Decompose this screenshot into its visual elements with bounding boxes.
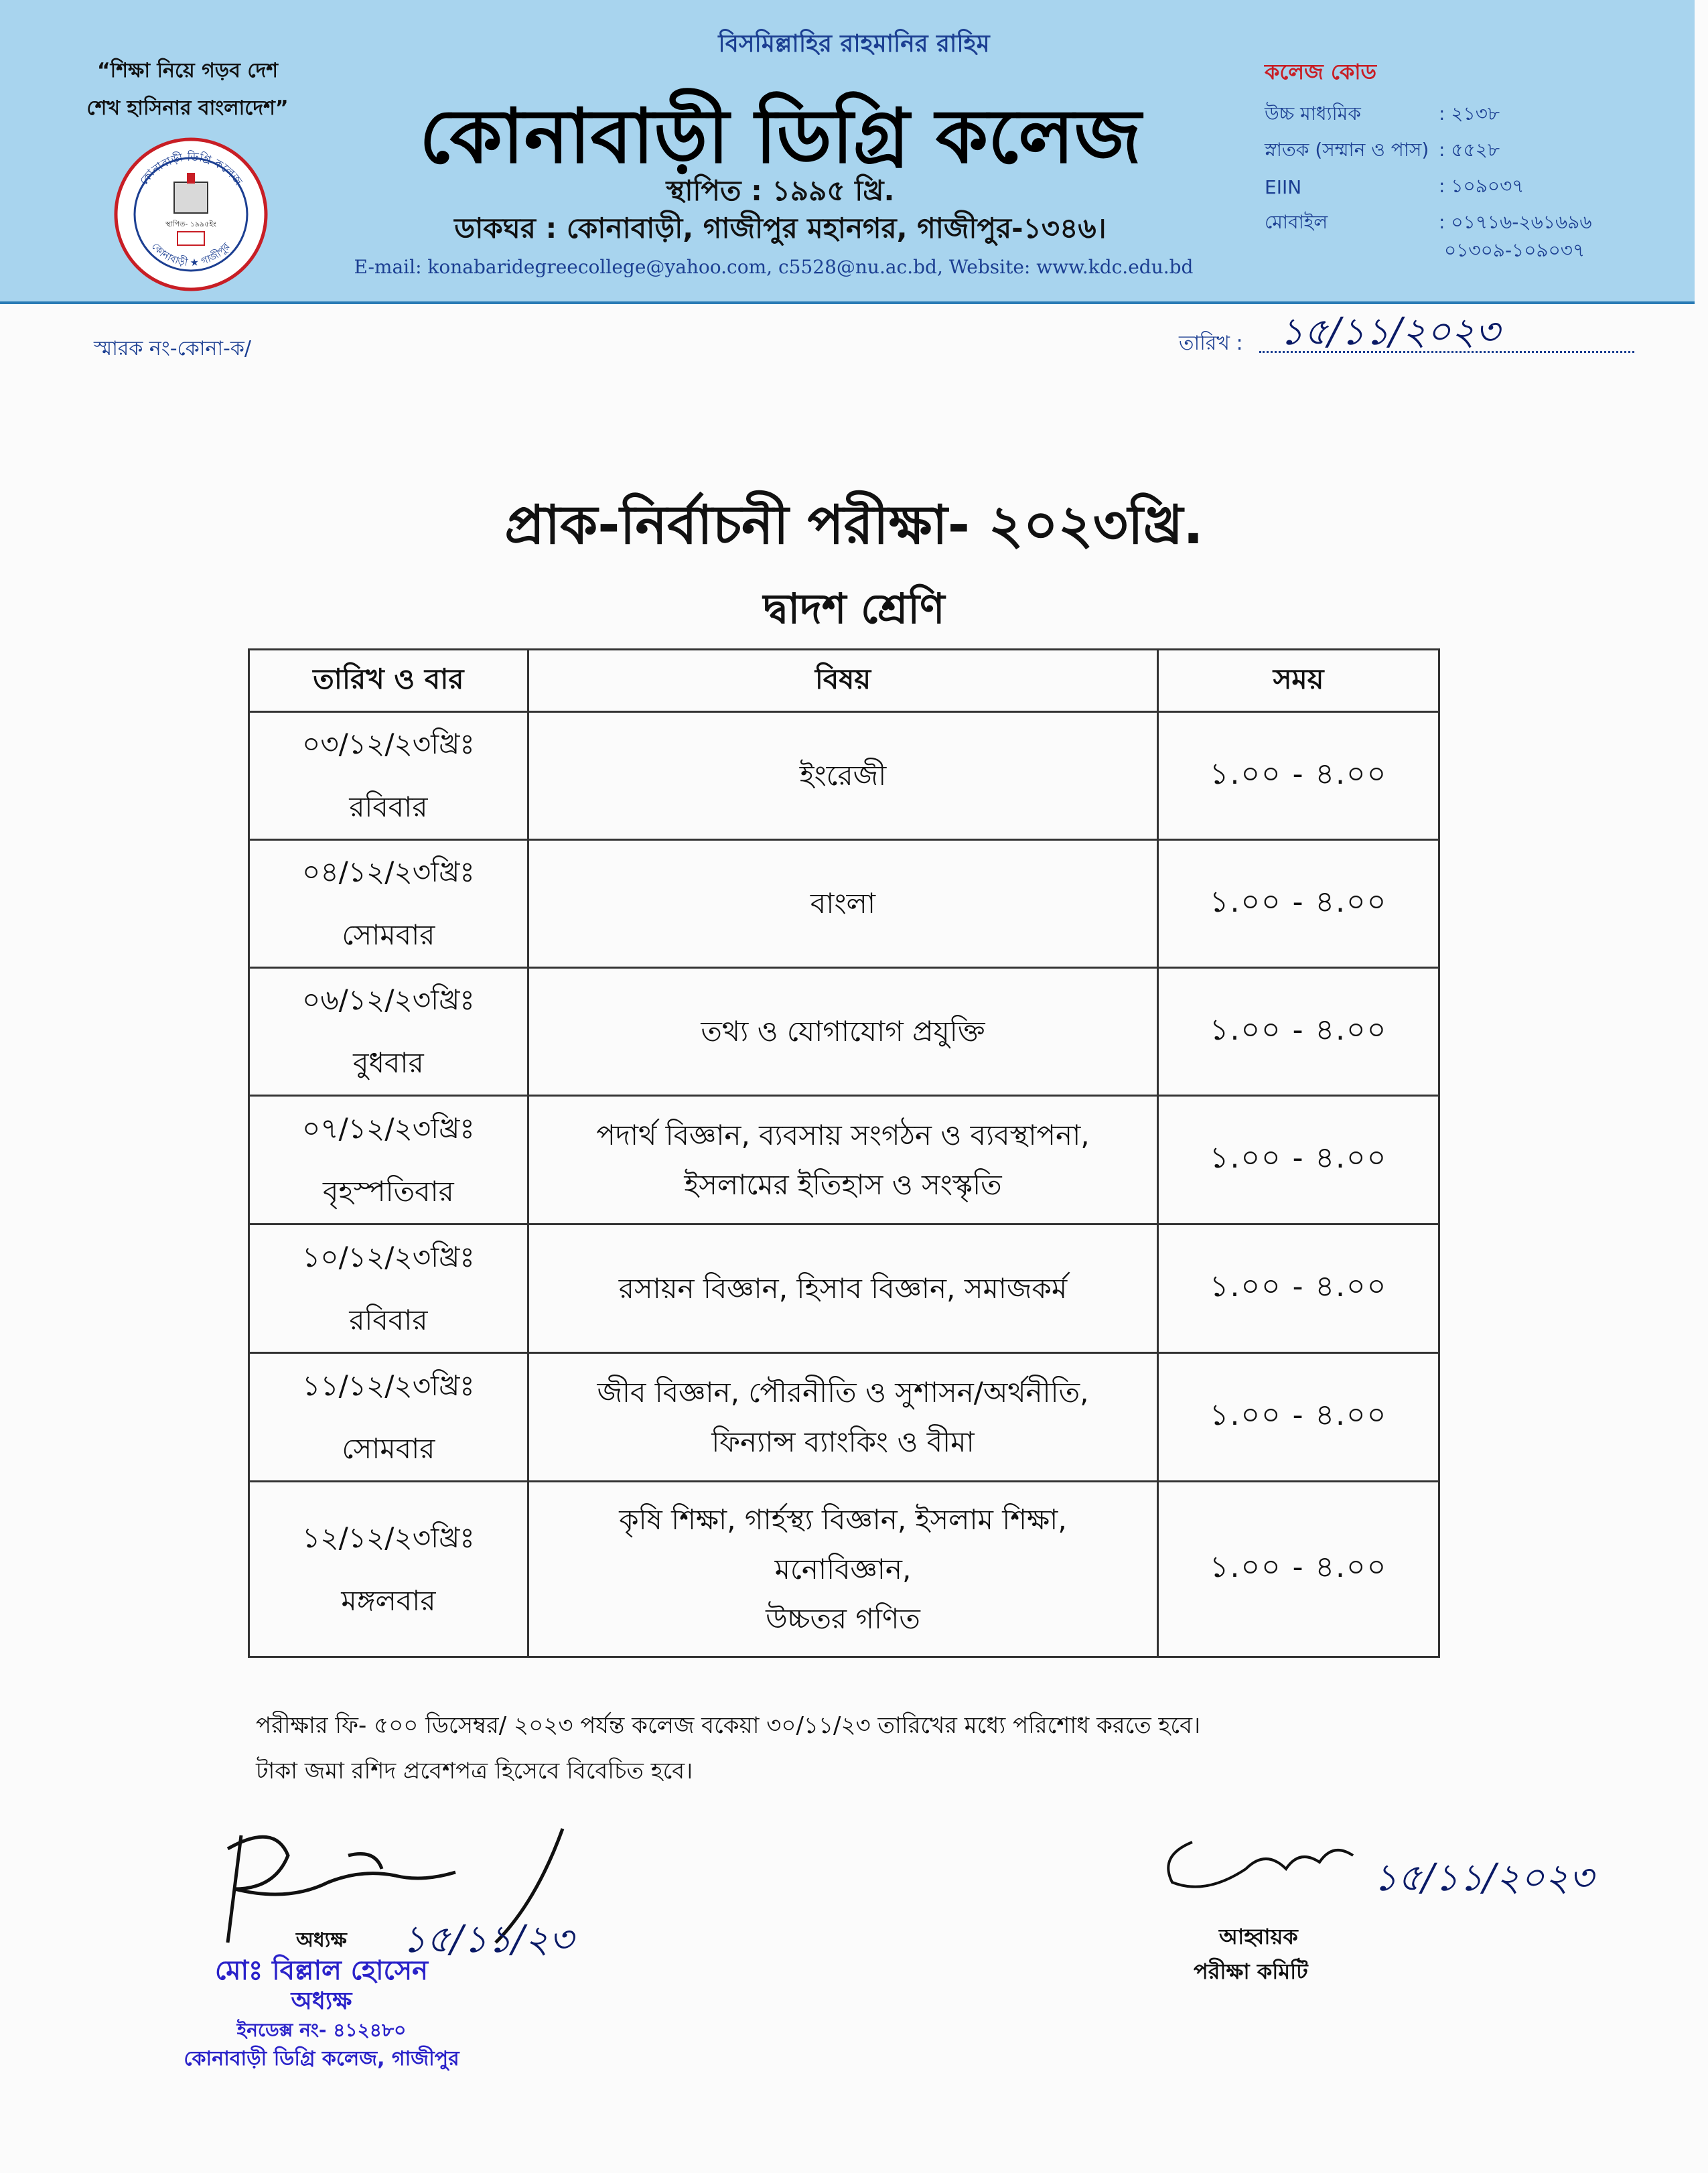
table-row bbox=[249, 968, 1439, 1096]
subject-cell bbox=[528, 712, 1157, 840]
date-cell bbox=[249, 1096, 528, 1224]
date-cell bbox=[249, 712, 528, 840]
convener-committee: পরীক্ষা কমিটি bbox=[1194, 1959, 1308, 1984]
table-row bbox=[249, 1224, 1439, 1353]
subject-line: রসায়ন বিজ্ঞান, হিসাব বিজ্ঞান, সমাজকর্ম bbox=[618, 1271, 1068, 1305]
subject-cell bbox=[528, 1096, 1157, 1224]
slogan-line-2: শেখ হাসিনার বাংলাদেশ” bbox=[86, 96, 289, 120]
convener-signature-icon bbox=[1152, 1822, 1366, 1909]
subject-cell bbox=[528, 1353, 1157, 1482]
subject-cell bbox=[528, 968, 1157, 1096]
subject-line: ফিন্যান্স ব্যাংকিং ও বীমা bbox=[711, 1425, 975, 1458]
subject-line: উচ্চতর গণিত bbox=[766, 1602, 920, 1635]
date: ১১/১২/২৩খ্রিঃ bbox=[302, 1369, 475, 1402]
day: রবিবার bbox=[349, 790, 428, 823]
convener-role: আহ্বায়ক bbox=[1219, 1924, 1298, 1949]
header-time: সময় bbox=[1158, 650, 1439, 712]
table-row bbox=[249, 1096, 1439, 1224]
day: সোমবার bbox=[342, 918, 435, 951]
principal-sign-date: ১৫/১১/২৩ bbox=[402, 1918, 573, 1961]
note-line-1: পরীক্ষার ফি- ৫০০ ডিসেম্বর/ ২০২৩ পর্যন্ত কলেজ বকেয়া ৩০/১১/২৩ তারিখের মধ্যে পরিশোধ করতে হবে। bbox=[256, 1712, 1201, 1739]
letterhead bbox=[0, 0, 1695, 304]
day: রবিবার bbox=[349, 1303, 428, 1336]
date-cell bbox=[249, 1224, 528, 1353]
contact-info: E-mail: konabaridegreecollege@yahoo.com, c5528@nu.ac.bd, Website: www.kdc.edu.bd bbox=[354, 256, 1194, 278]
logo-text-bottom: কোনাবাড়ী ★ গাজীপুর bbox=[149, 240, 232, 269]
table-row bbox=[249, 1482, 1439, 1657]
day: সোমবার bbox=[342, 1431, 435, 1465]
code-value: : ৫৫২৮ bbox=[1439, 138, 1500, 161]
code-value: : ০১৭১৬-২৬১৬৯৬ bbox=[1439, 210, 1592, 233]
table-row bbox=[249, 1353, 1439, 1482]
stamp-college: কোনাবাড়ী ডিগ্রি কলেজ, গাজীপুর bbox=[184, 2047, 459, 2071]
time-cell: ১.০০ - ৪.০০ bbox=[1158, 840, 1439, 968]
subject-line: জীব বিজ্ঞান, পৌরনীতি ও সুশাসন/অর্থনীতি, bbox=[597, 1375, 1089, 1409]
table-row bbox=[249, 840, 1439, 968]
date: ০৪/১২/২৩খ্রিঃ bbox=[302, 855, 475, 888]
code-label: EIIN bbox=[1265, 176, 1302, 198]
established: স্থাপিত : ১৯৯৫ খ্রি. bbox=[666, 174, 895, 207]
codes-title: কলেজ কোড bbox=[1265, 59, 1377, 84]
code-row bbox=[1265, 96, 1640, 133]
logo-est: স্থাপিত- ১৯৯৫ইং bbox=[165, 220, 216, 228]
college-logo-icon bbox=[111, 134, 271, 295]
college-name: কোনাবাড়ী ডিগ্রি কলেজ bbox=[419, 93, 1141, 180]
principal-role: অধ্যক্ষ bbox=[296, 1929, 347, 1952]
exam-schedule-table bbox=[248, 648, 1440, 1658]
code-row bbox=[1265, 169, 1640, 205]
subject-line: মনোবিজ্ঞান, bbox=[774, 1552, 912, 1586]
date-cell bbox=[249, 1482, 528, 1657]
table-header-row bbox=[249, 650, 1439, 712]
time-cell: ১.০০ - ৪.০০ bbox=[1158, 1353, 1439, 1482]
stamp-role: অধ্যক্ষ bbox=[291, 1987, 352, 2015]
date: ১০/১২/২৩খ্রিঃ bbox=[302, 1240, 475, 1273]
header-date-day: তারিখ ও বার bbox=[249, 650, 528, 712]
time-cell: ১.০০ - ৪.০০ bbox=[1158, 1096, 1439, 1224]
stamp-name: মোঃ বিল্লাল হোসেন bbox=[215, 1955, 428, 1986]
code-label: উচ্চ মাধ্যমিক bbox=[1265, 102, 1361, 125]
day: মঙ্গলবার bbox=[341, 1584, 436, 1617]
fee-note bbox=[256, 1703, 1462, 1794]
subject-line: ইসলামের ইতিহাস ও সংস্কৃতি bbox=[684, 1168, 1002, 1201]
mobile-2: ০১৩০৯-১০৯০৩৭ bbox=[1444, 239, 1585, 261]
code-value: : ২১৩৮ bbox=[1439, 102, 1500, 125]
exam-title: প্রাক-নির্বাচনী পরীক্ষা- ২০২৩খ্রি. bbox=[504, 494, 1204, 556]
day: বুধবার bbox=[353, 1046, 424, 1079]
memo-number: স্মারক নং-কোনা-ক/ bbox=[94, 337, 251, 360]
date: ০৩/১২/২৩খ্রিঃ bbox=[302, 727, 475, 760]
date: ০৬/১২/২৩খ্রিঃ bbox=[302, 983, 475, 1016]
time-cell: ১.০০ - ৪.০০ bbox=[1158, 712, 1439, 840]
date-cell bbox=[249, 1353, 528, 1482]
subject-line: তথ্য ও যোগাযোগ প্রযুক্তি bbox=[701, 1015, 985, 1048]
day: বৃহস্পতিবার bbox=[322, 1174, 454, 1208]
subject-cell bbox=[528, 840, 1157, 968]
stamp-index: ইনডেক্স নং- ৪১২৪৮০ bbox=[236, 2019, 407, 2041]
time-cell: ১.০০ - ৪.০০ bbox=[1158, 1482, 1439, 1657]
subject-cell bbox=[528, 1224, 1157, 1353]
logo-text-top: কোনাবাড়ী ডিগ্রি কলেজ bbox=[137, 150, 245, 188]
college-codes bbox=[1265, 55, 1640, 267]
convener-sign-date: ১৫/১১/২০২৩ bbox=[1373, 1856, 1593, 1900]
subject-line: পদার্থ বিজ্ঞান, ব্যবসায় সংগঠন ও ব্যবস্থাপনা, bbox=[596, 1118, 1090, 1151]
principal-stamp bbox=[154, 1955, 489, 2074]
date: ১২/১২/২৩খ্রিঃ bbox=[302, 1521, 475, 1554]
subject-line: ইংরেজী bbox=[799, 759, 887, 792]
time-cell: ১.০০ - ৪.০০ bbox=[1158, 968, 1439, 1096]
note-line-2: টাকা জমা রশিদ প্রবেশপত্র হিসেবে বিবেচিত হবে। bbox=[256, 1758, 693, 1784]
date-cell bbox=[249, 968, 528, 1096]
code-label: মোবাইল bbox=[1265, 210, 1328, 233]
date: ০৭/১২/২৩খ্রিঃ bbox=[302, 1111, 475, 1145]
address: ডাকঘর : কোনাবাড়ী, গাজীপুর মহানগর, গাজীপুর-১৩৪৬। bbox=[454, 212, 1107, 244]
subject-cell bbox=[528, 1482, 1157, 1657]
code-row bbox=[1265, 133, 1640, 169]
class-title: দ্বাদশ শ্রেণি bbox=[763, 584, 945, 633]
header-subject: বিষয় bbox=[528, 650, 1157, 712]
table-row bbox=[249, 712, 1439, 840]
slogan-line-1: “শিক্ষা নিয়ে গড়ব দেশ bbox=[96, 59, 279, 82]
bismillah: বিসমিল্লাহির রাহমানির রাহিম bbox=[718, 30, 990, 58]
code-label: স্নাতক (সম্মান ও পাস) bbox=[1265, 138, 1429, 161]
subject-line: বাংলা bbox=[810, 887, 876, 920]
handwritten-date: ১৫/১১/২০২৩ bbox=[1279, 310, 1500, 354]
subject-line: কৃষি শিক্ষা, গার্হস্থ্য বিজ্ঞান, ইসলাম শিক্ষা, bbox=[619, 1502, 1067, 1536]
time-cell: ১.০০ - ৪.০০ bbox=[1158, 1224, 1439, 1353]
date-cell bbox=[249, 840, 528, 968]
date-label: তারিখ : bbox=[1179, 332, 1243, 355]
code-value: : ১০৯০৩৭ bbox=[1439, 174, 1524, 197]
